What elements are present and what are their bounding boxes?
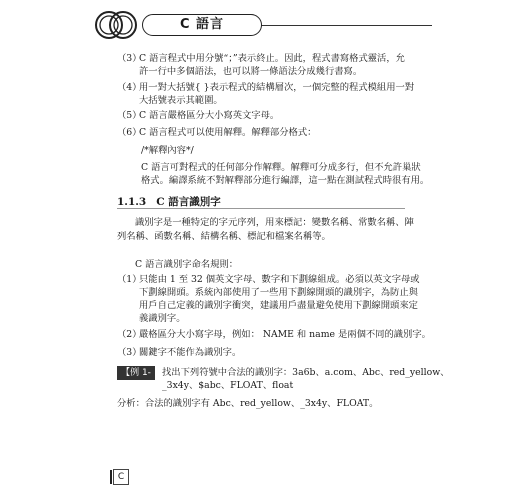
comment-desc-line: C 語言可對程式的任何部分作解釋。解釋可分成多行，但不允許巢狀 [141,162,421,173]
example-line: 找出下列符號中合法的識別字：3a6b、a.com、Abc、red_yellow、 [162,367,450,378]
section-title: C 語言識別字 [156,196,221,208]
footer-page-letter: C [113,469,129,485]
section-number: 1.1.3 [117,196,147,208]
rules-title: C 語言識別字命名規則： [135,259,239,270]
comment-desc-line: 格式。編譯系統不對解釋部分進行編譯，這一點在測試程式時很有用。 [141,175,430,186]
comment-format: /*解釋內容*/ [141,145,194,156]
footer-mark [110,470,112,484]
chapter-title: C 語言 [142,14,262,36]
chain-link-icon [92,8,142,42]
intro-line: 識別字是一種特定的字元序列，用來標記：變數名稱、常數名稱、陣 [135,217,414,228]
section-divider [117,208,405,209]
page-header [92,8,432,42]
example-line: _3x4y、$abc、FLOAT、float [162,380,294,391]
example-badge: 【例 1-4】 [117,366,155,380]
intro-line: 列名稱、函數名稱、結構名稱、標記和檔案名稱等。 [117,231,331,242]
section-heading [117,194,221,209]
analysis: 分析：合法的識別字有 Abc、red_yellow、_3x4y、FLOAT。 [117,398,379,409]
